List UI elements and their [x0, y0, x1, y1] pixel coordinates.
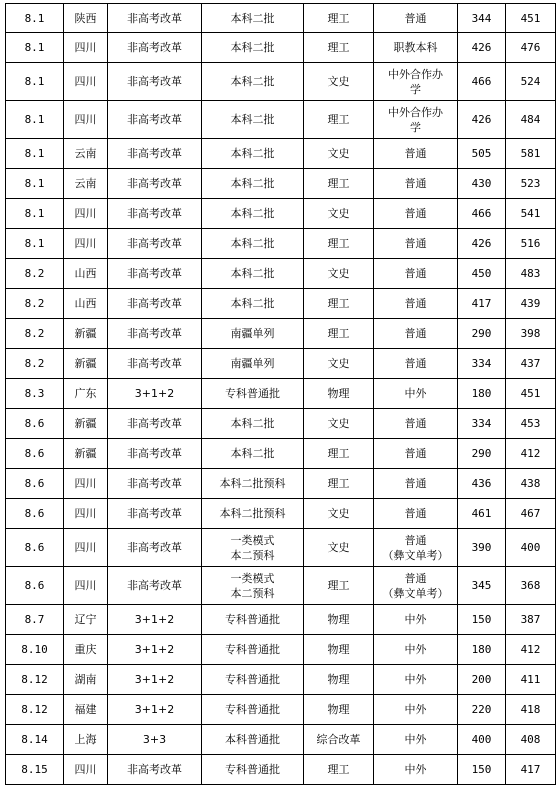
subject-cell: 理工: [304, 439, 374, 469]
batch-cell-line: 本科二批: [230, 113, 275, 126]
batch-cell: [202, 695, 304, 725]
score-b-cell: 581: [506, 139, 556, 169]
province-cell: 山西: [64, 289, 108, 319]
category-cell: [374, 665, 458, 695]
exam-type-cell: 非高考改革: [108, 469, 202, 499]
batch-cell: [202, 289, 304, 319]
batch-cell: [202, 567, 304, 605]
score-a-cell: 290: [458, 439, 506, 469]
table-row: [6, 379, 556, 409]
subject-cell: 文史: [304, 409, 374, 439]
batch-cell-line: 一类模式: [230, 571, 275, 585]
exam-type-cell: 非高考改革: [108, 101, 202, 139]
category-cell-line: 普通: [404, 417, 427, 430]
admission-score-table: [5, 3, 556, 785]
province-cell: 广东: [64, 379, 108, 409]
category-cell: [374, 409, 458, 439]
subject-cell: 综合改革: [304, 725, 374, 755]
batch-cell: [202, 635, 304, 665]
score-b-cell: 368: [506, 567, 556, 605]
date-cell: 8.3: [6, 379, 64, 409]
exam-type-cell: 非高考改革: [108, 33, 202, 63]
score-b-cell: 398: [506, 319, 556, 349]
province-cell: 云南: [64, 169, 108, 199]
subject-cell: 文史: [304, 139, 374, 169]
exam-type-cell: 非高考改革: [108, 139, 202, 169]
category-cell: [374, 289, 458, 319]
date-cell: 8.2: [6, 289, 64, 319]
table-row: [6, 409, 556, 439]
category-cell-line: 普通: [404, 327, 427, 340]
category-cell-line: 中外: [404, 703, 427, 716]
batch-cell: [202, 755, 304, 785]
batch-cell: [202, 63, 304, 101]
score-b-cell: 438: [506, 469, 556, 499]
category-cell: [374, 605, 458, 635]
batch-cell: [202, 439, 304, 469]
table-row: [6, 289, 556, 319]
exam-type-cell: 3+1+2: [108, 665, 202, 695]
date-cell: 8.2: [6, 259, 64, 289]
exam-type-cell: 非高考改革: [108, 169, 202, 199]
score-b-cell: 467: [506, 499, 556, 529]
score-a-cell: 180: [458, 635, 506, 665]
subject-cell: 理工: [304, 169, 374, 199]
category-cell-line: 职教本科: [393, 41, 438, 54]
date-cell: 8.1: [6, 169, 64, 199]
score-a-cell: 334: [458, 349, 506, 379]
date-cell: 8.10: [6, 635, 64, 665]
date-cell: 8.14: [6, 725, 64, 755]
province-cell: 山西: [64, 259, 108, 289]
subject-cell: 文史: [304, 199, 374, 229]
score-b-cell: 400: [506, 529, 556, 567]
subject-cell: 理工: [304, 4, 374, 33]
category-cell-line: 普通: [404, 571, 427, 585]
score-a-cell: 334: [458, 409, 506, 439]
batch-cell-line: 本科二批: [230, 297, 275, 310]
batch-cell-line: 专科普通批: [225, 387, 280, 400]
province-cell: 重庆: [64, 635, 108, 665]
exam-type-cell: 非高考改革: [108, 439, 202, 469]
score-b-cell: 483: [506, 259, 556, 289]
category-cell-line: 学: [410, 120, 421, 134]
exam-type-cell: 非高考改革: [108, 755, 202, 785]
subject-cell: 理工: [304, 33, 374, 63]
subject-cell: 文史: [304, 529, 374, 567]
subject-cell: 文史: [304, 499, 374, 529]
table-row: [6, 499, 556, 529]
subject-cell: 理工: [304, 101, 374, 139]
batch-cell: [202, 4, 304, 33]
score-b-cell: 437: [506, 349, 556, 379]
score-b-cell: 451: [506, 379, 556, 409]
table-row: [6, 755, 556, 785]
batch-cell-line: 专科普通批: [225, 673, 280, 686]
score-a-cell: 150: [458, 605, 506, 635]
batch-cell: [202, 229, 304, 259]
date-cell: 8.1: [6, 4, 64, 33]
category-cell: [374, 319, 458, 349]
province-cell: 新疆: [64, 439, 108, 469]
table-row: [6, 635, 556, 665]
batch-cell-line: 本科二批: [230, 75, 275, 88]
batch-cell-line: 本科二批: [230, 147, 275, 160]
score-b-cell: 408: [506, 725, 556, 755]
date-cell: 8.6: [6, 529, 64, 567]
date-cell: 8.1: [6, 139, 64, 169]
category-cell: [374, 63, 458, 101]
score-a-cell: 290: [458, 319, 506, 349]
table-row: [6, 319, 556, 349]
table-row: [6, 33, 556, 63]
category-cell: [374, 33, 458, 63]
category-cell-line: 中外: [404, 613, 427, 626]
category-cell: [374, 635, 458, 665]
category-cell-line: 普通: [404, 207, 427, 220]
category-cell: [374, 695, 458, 725]
date-cell: 8.1: [6, 63, 64, 101]
batch-cell-line: 本科二批: [230, 207, 275, 220]
batch-cell: [202, 33, 304, 63]
batch-cell-line: 本科二批: [230, 417, 275, 430]
category-cell: [374, 101, 458, 139]
date-cell: 8.12: [6, 665, 64, 695]
category-cell-line: 普通: [404, 177, 427, 190]
batch-cell-line: 本科二批预科: [219, 507, 286, 520]
province-cell: 福建: [64, 695, 108, 725]
province-cell: 四川: [64, 199, 108, 229]
batch-cell-line: 专科普通批: [225, 763, 280, 776]
table-row: [6, 63, 556, 101]
table-row: [6, 695, 556, 725]
batch-cell-line: 本科二批预科: [219, 477, 286, 490]
province-cell: 新疆: [64, 319, 108, 349]
province-cell: 四川: [64, 469, 108, 499]
batch-cell-line: 专科普通批: [225, 613, 280, 626]
score-b-cell: 451: [506, 4, 556, 33]
table-row: [6, 169, 556, 199]
province-cell: 新疆: [64, 409, 108, 439]
subject-cell: 物理: [304, 695, 374, 725]
category-cell-line: 中外合作办: [388, 105, 443, 119]
batch-cell-line: 本科二批: [230, 237, 275, 250]
table-body: [6, 4, 556, 785]
batch-cell: [202, 529, 304, 567]
category-cell-line: 学: [410, 82, 421, 96]
score-b-cell: 484: [506, 101, 556, 139]
date-cell: 8.1: [6, 33, 64, 63]
subject-cell: 文史: [304, 259, 374, 289]
exam-type-cell: 非高考改革: [108, 409, 202, 439]
category-cell-line: 中外: [404, 643, 427, 656]
admission-score-table-wrapper: [5, 3, 556, 785]
batch-cell: [202, 349, 304, 379]
category-cell: [374, 499, 458, 529]
batch-cell: [202, 199, 304, 229]
subject-cell: 理工: [304, 289, 374, 319]
score-b-cell: 516: [506, 229, 556, 259]
subject-cell: 理工: [304, 319, 374, 349]
province-cell: 四川: [64, 229, 108, 259]
category-cell-line: 中外: [404, 733, 427, 746]
table-row: [6, 139, 556, 169]
date-cell: 8.15: [6, 755, 64, 785]
score-a-cell: 466: [458, 63, 506, 101]
subject-cell: 理工: [304, 229, 374, 259]
province-cell: 辽宁: [64, 605, 108, 635]
batch-cell-line: 专科普通批: [225, 643, 280, 656]
score-a-cell: 180: [458, 379, 506, 409]
table-row: [6, 725, 556, 755]
exam-type-cell: 非高考改革: [108, 499, 202, 529]
category-cell-line: 普通: [404, 267, 427, 280]
date-cell: 8.7: [6, 605, 64, 635]
batch-cell: [202, 139, 304, 169]
province-cell: 上海: [64, 725, 108, 755]
category-cell-line: 普通: [404, 507, 427, 520]
category-cell: [374, 229, 458, 259]
batch-cell: [202, 665, 304, 695]
exam-type-cell: 非高考改革: [108, 567, 202, 605]
score-b-cell: 524: [506, 63, 556, 101]
score-b-cell: 411: [506, 665, 556, 695]
batch-cell: [202, 169, 304, 199]
exam-type-cell: 非高考改革: [108, 4, 202, 33]
exam-type-cell: 非高考改革: [108, 529, 202, 567]
table-row: [6, 229, 556, 259]
category-cell: [374, 725, 458, 755]
table-row: [6, 259, 556, 289]
category-cell: [374, 379, 458, 409]
batch-cell: [202, 499, 304, 529]
date-cell: 8.12: [6, 695, 64, 725]
table-row: [6, 199, 556, 229]
province-cell: 新疆: [64, 349, 108, 379]
date-cell: 8.6: [6, 567, 64, 605]
category-cell-line: 普通: [404, 237, 427, 250]
score-a-cell: 390: [458, 529, 506, 567]
batch-cell-line: 一类模式: [230, 533, 275, 547]
category-cell: [374, 4, 458, 33]
table-row: [6, 567, 556, 605]
batch-cell-line: 本科二批: [230, 11, 275, 25]
province-cell: 四川: [64, 33, 108, 63]
score-b-cell: 476: [506, 33, 556, 63]
score-a-cell: 430: [458, 169, 506, 199]
table-row: [6, 439, 556, 469]
table-row: [6, 469, 556, 499]
batch-cell: [202, 605, 304, 635]
category-cell-line: 中外: [404, 387, 427, 400]
exam-type-cell: 非高考改革: [108, 259, 202, 289]
score-a-cell: 344: [458, 4, 506, 33]
table-row: [6, 529, 556, 567]
province-cell: 四川: [64, 755, 108, 785]
date-cell: 8.2: [6, 319, 64, 349]
score-a-cell: 505: [458, 139, 506, 169]
category-cell-line: 普通: [404, 477, 427, 490]
exam-type-cell: 非高考改革: [108, 319, 202, 349]
score-b-cell: 523: [506, 169, 556, 199]
batch-cell-line: 本科普通批: [225, 733, 280, 746]
score-b-cell: 541: [506, 199, 556, 229]
exam-type-cell: 非高考改革: [108, 349, 202, 379]
score-b-cell: 387: [506, 605, 556, 635]
score-a-cell: 400: [458, 725, 506, 755]
category-cell: [374, 199, 458, 229]
batch-cell-line: 本二预科: [230, 548, 275, 562]
category-cell-line: 普通: [404, 297, 427, 310]
batch-cell: [202, 379, 304, 409]
category-cell-line: （彝文单考）: [382, 548, 449, 562]
score-a-cell: 436: [458, 469, 506, 499]
category-cell-line: 中外: [404, 673, 427, 686]
batch-cell: [202, 469, 304, 499]
batch-cell: [202, 319, 304, 349]
table-row: [6, 101, 556, 139]
subject-cell: 物理: [304, 605, 374, 635]
category-cell: [374, 259, 458, 289]
date-cell: 8.1: [6, 101, 64, 139]
score-a-cell: 426: [458, 33, 506, 63]
category-cell: [374, 439, 458, 469]
exam-type-cell: 3+3: [108, 725, 202, 755]
exam-type-cell: 非高考改革: [108, 63, 202, 101]
category-cell: [374, 567, 458, 605]
subject-cell: 理工: [304, 469, 374, 499]
table-row: [6, 349, 556, 379]
category-cell: [374, 169, 458, 199]
exam-type-cell: 非高考改革: [108, 199, 202, 229]
date-cell: 8.1: [6, 199, 64, 229]
exam-type-cell: 非高考改革: [108, 229, 202, 259]
subject-cell: 物理: [304, 379, 374, 409]
batch-cell-line: 南疆单列: [230, 357, 275, 370]
score-a-cell: 345: [458, 567, 506, 605]
province-cell: 云南: [64, 139, 108, 169]
score-a-cell: 426: [458, 101, 506, 139]
score-a-cell: 417: [458, 289, 506, 319]
category-cell-line: 普通: [404, 11, 427, 25]
date-cell: 8.1: [6, 229, 64, 259]
date-cell: 8.6: [6, 409, 64, 439]
category-cell: [374, 469, 458, 499]
subject-cell: 文史: [304, 349, 374, 379]
exam-type-cell: 非高考改革: [108, 289, 202, 319]
subject-cell: 文史: [304, 63, 374, 101]
table-row: [6, 4, 556, 33]
score-b-cell: 453: [506, 409, 556, 439]
date-cell: 8.6: [6, 469, 64, 499]
batch-cell-line: 本科二批: [230, 177, 275, 190]
category-cell-line: 中外: [404, 763, 427, 776]
batch-cell-line: 本科二批: [230, 447, 275, 460]
score-a-cell: 220: [458, 695, 506, 725]
exam-type-cell: 3+1+2: [108, 695, 202, 725]
category-cell-line: 普通: [404, 147, 427, 160]
category-cell-line: 普通: [404, 357, 427, 370]
score-a-cell: 450: [458, 259, 506, 289]
batch-cell-line: 南疆单列: [230, 327, 275, 340]
date-cell: 8.6: [6, 439, 64, 469]
category-cell: [374, 529, 458, 567]
category-cell-line: 普通: [404, 447, 427, 460]
batch-cell: [202, 101, 304, 139]
exam-type-cell: 3+1+2: [108, 605, 202, 635]
batch-cell: [202, 725, 304, 755]
batch-cell-line: 本科二批: [230, 267, 275, 280]
batch-cell-line: 本二预科: [230, 586, 275, 600]
province-cell: 四川: [64, 63, 108, 101]
category-cell-line: 中外合作办: [388, 67, 443, 81]
category-cell-line: 普通: [404, 533, 427, 547]
batch-cell-line: 本科二批: [230, 41, 275, 54]
category-cell-line: （彝文单考）: [382, 586, 449, 600]
date-cell: 8.6: [6, 499, 64, 529]
category-cell: [374, 755, 458, 785]
score-a-cell: 426: [458, 229, 506, 259]
province-cell: 四川: [64, 529, 108, 567]
table-row: [6, 665, 556, 695]
batch-cell: [202, 259, 304, 289]
score-a-cell: 150: [458, 755, 506, 785]
province-cell: 湖南: [64, 665, 108, 695]
province-cell: 四川: [64, 567, 108, 605]
date-cell: 8.2: [6, 349, 64, 379]
subject-cell: 物理: [304, 635, 374, 665]
score-b-cell: 418: [506, 695, 556, 725]
subject-cell: 理工: [304, 755, 374, 785]
score-a-cell: 200: [458, 665, 506, 695]
exam-type-cell: 3+1+2: [108, 635, 202, 665]
score-b-cell: 412: [506, 635, 556, 665]
subject-cell: 理工: [304, 567, 374, 605]
category-cell: [374, 349, 458, 379]
score-b-cell: 417: [506, 755, 556, 785]
score-b-cell: 412: [506, 439, 556, 469]
batch-cell: [202, 409, 304, 439]
score-a-cell: 466: [458, 199, 506, 229]
score-b-cell: 439: [506, 289, 556, 319]
province-cell: 四川: [64, 101, 108, 139]
category-cell: [374, 139, 458, 169]
subject-cell: 物理: [304, 665, 374, 695]
exam-type-cell: 3+1+2: [108, 379, 202, 409]
batch-cell-line: 专科普通批: [225, 703, 280, 716]
table-row: [6, 605, 556, 635]
province-cell: 四川: [64, 499, 108, 529]
score-a-cell: 461: [458, 499, 506, 529]
province-cell: 陕西: [64, 4, 108, 33]
